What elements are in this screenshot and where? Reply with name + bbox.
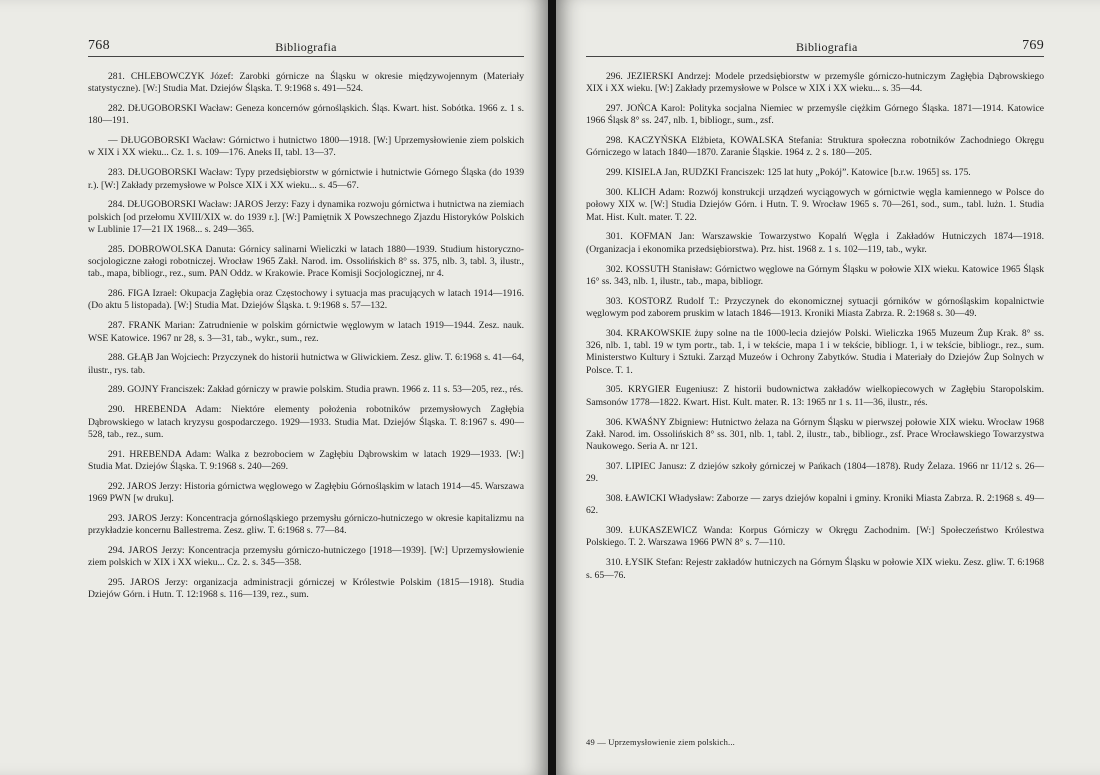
bibliography-entry: 300. KLICH Adam: Rozwój konstrukcji urządzeń wyciągowych w górnictwie węgla kamiennego w Polsce do połowy XIX w. [W:] Studia Dziejów Górn. i Hutn. T. 9. Wrocław 1965 s. 70—261, sod., sum., tabl. lużn. 1. Studia Mat. Hist. Kult. mater. T. 22. xyxy=(586,187,1044,223)
bibliography-entry: 299. KISIELA Jan, RUDZKI Franciszek: 125 lat huty „Pokój”. Katowice [b.r.w. 1965] ss. 175. xyxy=(606,167,971,179)
right-entries xyxy=(586,71,1044,582)
bibliography-entry: 283. DŁUGOBORSKI Wacław: Typy przedsiębiorstw w górnictwie i hutnictwie Górnego Śląska (do 1939 r.). [W:] Zakłady przemysłowe w Polsce XIX i XX wieku... s. 45—67. xyxy=(88,167,524,191)
left-page-number: 768 xyxy=(88,38,110,53)
bibliography-entry: 305. KRYGIER Eugeniusz: Z historii budownictwa zakładów wielkopiecowych w Zagłębiu Staropolskim. Samsonów 1778—1822. Kwart. Hist. Kult. mater. R. 13: 1965 nr 1 s. 11—36, ilustr., rés. xyxy=(586,384,1044,408)
bibliography-entry: 293. JAROS Jerzy: Koncentracja górnośląskiego przemysłu górniczo-hutniczego w okresie kapitalizmu na przykładzie koncernu Ballestrema. Zesz. gliw. T. 6:1968 s. 77—84. xyxy=(88,512,524,537)
bibliography-entry: — DŁUGOBORSKI Wacław: Górnictwo i hutnictwo 1800—1918. [W:] Uprzemysłowienie ziem polskich w XIX i XX wieku... Cz. 1. s. 109—176. Aneks II, tabl. 13—37. xyxy=(88,135,524,159)
left-page-title: Bibliografia xyxy=(275,40,337,54)
bibliography-entry: 289. GOJNY Franciszek: Zakład górniczy w prawie polskim. Studia prawn. 1966 z. 11 s. 53—205, rez., rés. xyxy=(108,384,524,396)
bibliography-entry: 288. GŁĄB Jan Wojciech: Przyczynek do historii hutnictwa w Gliwickiem. Zesz. gliw. T. 6:1968 s. 41—64, ilustr., rys. tab. xyxy=(88,352,524,376)
bibliography-entry: 296. JEZIERSKI Andrzej: Modele przedsiębiorstw w przemyśle górniczo-hutniczym Zagłębia Dąbrowskiego XIX i XX wieku. [W:] Zakłady przemysłowe w Polsce w XIX i XX wieku... s. 35—44. xyxy=(586,71,1044,95)
bibliography-entry: 302. KOSSUTH Stanisław: Górnictwo węglowe na Górnym Śląsku w połowie XIX wieku. Katowice 1965 Śląsk 16° ss. 343, nlb. 1, ilustr., tab., mapa, bibliogr. xyxy=(586,263,1044,287)
bibliography-entry: 285. DOBROWOLSKA Danuta: Górnicy salinarni Wieliczki w latach 1880—1939. Studium historyczno-socjologiczne załogi robotniczej. Wrocław 1965 Zakł. Narod. im. Ossolińskich 8° ss. 375, nlb. 3, tabl. 3, ilustr., tab., mapa, bibliogr., rez., sum. PAN Oddz. w Krakowie. Prace Komisji Socjologicznej, nr 4. xyxy=(88,243,524,280)
bibliography-entry: 308. ŁAWICKI Władysław: Zaborze — zarys dziejów kopalni i gminy. Kroniki Miasta Zabrza. R. 2:1968 s. 49—62. xyxy=(586,493,1044,517)
bibliography-entry: 301. KOFMAN Jan: Warszawskie Towarzystwo Kopalń Węgla i Zakładów Hutniczych 1874—1918. (Organizacja i ekonomika przedsiębiorstwa). Prz. hist. 1968 z. 1 s. 102—119, tab., wykr. xyxy=(586,231,1044,255)
bibliography-entry: 306. KWAŚNY Zbigniew: Hutnictwo żelaza na Górnym Śląsku w pierwszej połowie XIX wieku. Wrocław 1968 Zakł. Narod. im. Ossolińskich 8° ss. 301, nlb. 1, tabl. 2, ilustr., tab., bibliogr., zsf. Prace Wrocławskiego Towarzystwa Naukowego. Seria A. nr 121. xyxy=(586,416,1044,453)
right-page xyxy=(556,0,1100,775)
page-footnote: 49 — Uprzemysłowienie ziem polskich... xyxy=(586,737,735,747)
left-entries xyxy=(88,71,524,602)
bibliography-entry: 286. FIGA Izrael: Okupacja Zagłębia oraz Częstochowy i sytuacja mas pracujących w latach 1914—1916. (Do aktu 5 listopada). [W:] Studia Mat. Dziejów Śląska. t. 9:1968 s. 57—132. xyxy=(88,288,524,312)
bibliography-entry: 309. ŁUKASZEWICZ Wanda: Korpus Górniczy w Okręgu Zachodnim. [W:] Społeczeństwo Królestwa Polskiego. T. 2. Warszawa 1966 PWN 8° s. 7—110. xyxy=(586,525,1044,549)
bibliography-entry: 310. ŁYSIK Stefan: Rejestr zakładów hutniczych na Górnym Śląsku w połowie XIX wieku. Zesz. gliw. T. 6:1968 s. 65—76. xyxy=(586,557,1044,581)
bibliography-entry: 298. KACZYŃSKA Elżbieta, KOWALSKA Stefania: Struktura społeczna robotników Zachodniego Okręgu Górniczego w latach 1840—1870. Zaranie Śląskie. 1964 z. 2 s. 180—205. xyxy=(586,135,1044,159)
bibliography-entry: 287. FRANK Marian: Zatrudnienie w polskim górnictwie węglowym w latach 1919—1944. Zesz. nauk. WSE Katowice. 1967 nr 28, s. 3—31, tab., wykr., sum., rez. xyxy=(88,320,524,344)
left-page xyxy=(0,0,548,775)
bibliography-entry: 290. HREBENDA Adam: Niektóre elementy położenia robotników przemysłowych Zagłębia Dąbrowskiego w latach kryzysu gospodarczego. 1929—1933. Studia Mat. Dziejów Śląska. T. 8:1967 s. 490—528, tab., rez., sum. xyxy=(88,404,524,440)
bibliography-entry: 282. DŁUGOBORSKI Wacław: Geneza koncernów górnośląskich. Śląs. Kwart. hist. Sobótka. 1966 z. 1 s. 180—191. xyxy=(88,103,524,127)
right-page-title: Bibliografia xyxy=(796,40,858,54)
bibliography-entry: 297. JOŃCA Karol: Polityka socjalna Niemiec w przemyśle ciężkim Górnego Śląska. 1871—1914. Katowice 1966 Śląsk 8° ss. 247, nlb. 1, bibliogr., sum., zsf. xyxy=(586,103,1044,127)
right-page-header xyxy=(586,36,1044,57)
bibliography-entry: 284. DŁUGOBORSKI Wacław: JAROS Jerzy: Fazy i dynamika rozwoju górnictwa i hutnictwa na ziemiach polskich [od przełomu XVIII/XIX w. do 1939 r.]. [W:] Pamiętnik X Powszechnego Zjazdu Historyków Polskich w Lublinie 17—21 IX 1968... s. 249—365. xyxy=(88,199,524,235)
bibliography-entry: 294. JAROS Jerzy: Koncentracja przemysłu górniczo-hutniczego [1918—1939]. [W:] Uprzemysłowienie ziem polskich w XIX i XX wieku... Cz. 2. s. 345—358. xyxy=(88,544,524,569)
bibliography-entry: 303. KOSTORZ Rudolf T.: Przyczynek do ekonomicznej sytuacji górników w górnośląskim kopalnictwie węglowym pod zaborem pruskim w latach 1846—1913. Kroniki Miasta Zabrza. R. 2:1968 s. 30—49. xyxy=(586,295,1044,319)
right-page-number: 769 xyxy=(1022,38,1044,53)
book-gutter xyxy=(548,0,556,775)
left-page-header xyxy=(88,36,524,57)
bibliography-entry: 307. LIPIEC Janusz: Z dziejów szkoły górniczej w Pańkach (1804—1878). Rudy Żelaza. 1966 nr 11/12 s. 26—29. xyxy=(586,460,1044,485)
bibliography-entry: 295. JAROS Jerzy: organizacja administracji górniczej w Królestwie Polskim (1815—1918). Studia Dziejów Górn. i Hutn. T. 12:1968 s. 116—139, rez., sum. xyxy=(88,577,524,601)
bibliography-entry: 281. CHLEBOWCZYK Józef: Zarobki górnicze na Śląsku w okresie międzywojennym (Materiały statystyczne). [W:] Studia Mat. Dziejów Śląska. T. 9:1968 s. 491—524. xyxy=(88,71,524,95)
bibliography-entry: 304. KRAKOWSKIE żupy solne na tle 1000-lecia dziejów Polski. Wieliczka 1965 Muzeum Żup Krak. 8° ss. 326, nlb. 1, tabl. 19 w tym portr., tab. 1, i w tekście, mapa 1 i w tekście, bibliogr. 1, i w tekście, bibliogr., rez., sum. Ministerstwo Kultury i Sztuki. Zarząd Muzeów i Ochrony Zabytków. Studia i Materiały do Dziejów Żup Solnych w Polsce. T. 1. xyxy=(586,327,1044,376)
bibliography-entry: 292. JAROS Jerzy: Historia górnictwa węglowego w Zagłębiu Górnośląskim w latach 1914—45. Warszawa 1969 PWN [w druku]. xyxy=(88,480,524,505)
bibliography-entry: 291. HREBENDA Adam: Walka z bezrobociem w Zagłębiu Dąbrowskim w latach 1929—1933. [W:] Studia Mat. Dziejów Śląska. T. 9:1968 s. 240—269. xyxy=(88,448,524,472)
